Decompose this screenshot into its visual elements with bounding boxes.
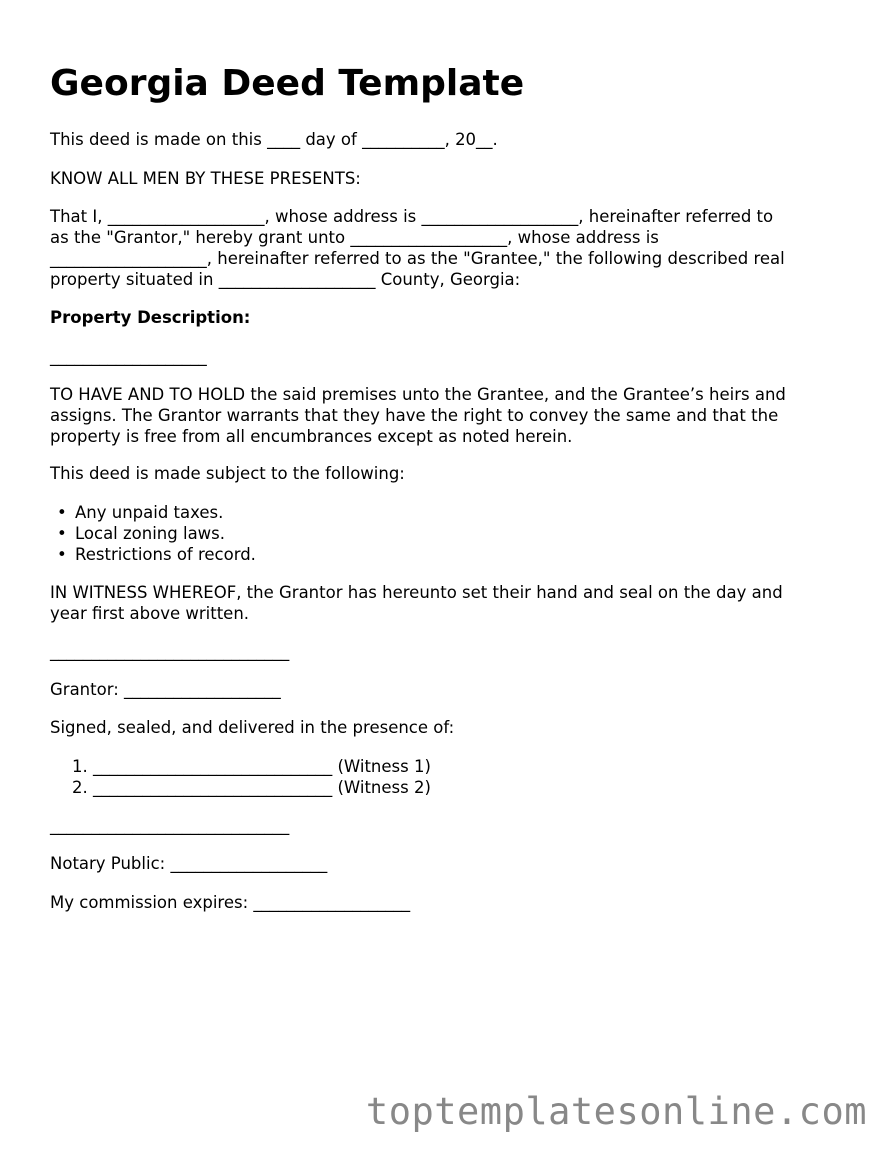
know-all-heading: KNOW ALL MEN BY THESE PRESENTS: xyxy=(50,169,361,188)
document-title: Georgia Deed Template xyxy=(50,63,525,104)
witness-1-line: 1. _____________________________ (Witness 1) xyxy=(72,757,431,776)
grant-line-1: That I, ___________________, whose address is ___________________, hereinafter referred to xyxy=(50,207,774,226)
intro-paragraph: This deed is made on this ____ day of __________, 20__. xyxy=(50,130,498,149)
presence-of-paragraph: Signed, sealed, and delivered in the presence of: xyxy=(50,718,455,737)
property-description-heading: Property Description: xyxy=(50,308,251,327)
property-description-blank: ___________________ xyxy=(50,347,207,366)
site-watermark: toptemplatesonline.com xyxy=(365,1090,867,1133)
grant-line-2: as the "Grantor," hereby grant unto ___________________, whose address is xyxy=(50,228,659,247)
witness-whereof-line-2: year first above written. xyxy=(50,604,250,623)
witness-2-line: 2. _____________________________ (Witness 2) xyxy=(72,778,431,797)
habendum-line-3: property is free from all encumbrances except as noted herein. xyxy=(50,427,573,446)
grant-line-3: ___________________, hereinafter referred to as the "Grantee," the following described real xyxy=(50,249,785,268)
habendum-line-1: TO HAVE AND TO HOLD the said premises unto the Grantee, and the Grantee’s heirs and xyxy=(50,385,786,404)
list-item: • Local zoning laws. xyxy=(75,523,225,544)
notary-signature-line: _____________________________ xyxy=(50,816,290,835)
grantor-signature-line: _____________________________ xyxy=(50,642,290,661)
commission-expires-label: My commission expires: ___________________ xyxy=(50,893,411,912)
grantor-label: Grantor: ___________________ xyxy=(50,680,281,699)
list-item: • Restrictions of record. xyxy=(75,544,256,565)
witness-whereof-line-1: IN WITNESS WHEREOF, the Grantor has hereunto set their hand and seal on the day and xyxy=(50,583,783,602)
subject-to-paragraph: This deed is made subject to the following: xyxy=(50,464,405,483)
notary-public-label: Notary Public: ___________________ xyxy=(50,854,328,873)
habendum-line-2: assigns. The Grantor warrants that they have the right to convey the same and that the xyxy=(50,406,779,425)
list-item: • Any unpaid taxes. xyxy=(75,502,223,523)
grant-line-4: property situated in ___________________ County, Georgia: xyxy=(50,270,521,289)
